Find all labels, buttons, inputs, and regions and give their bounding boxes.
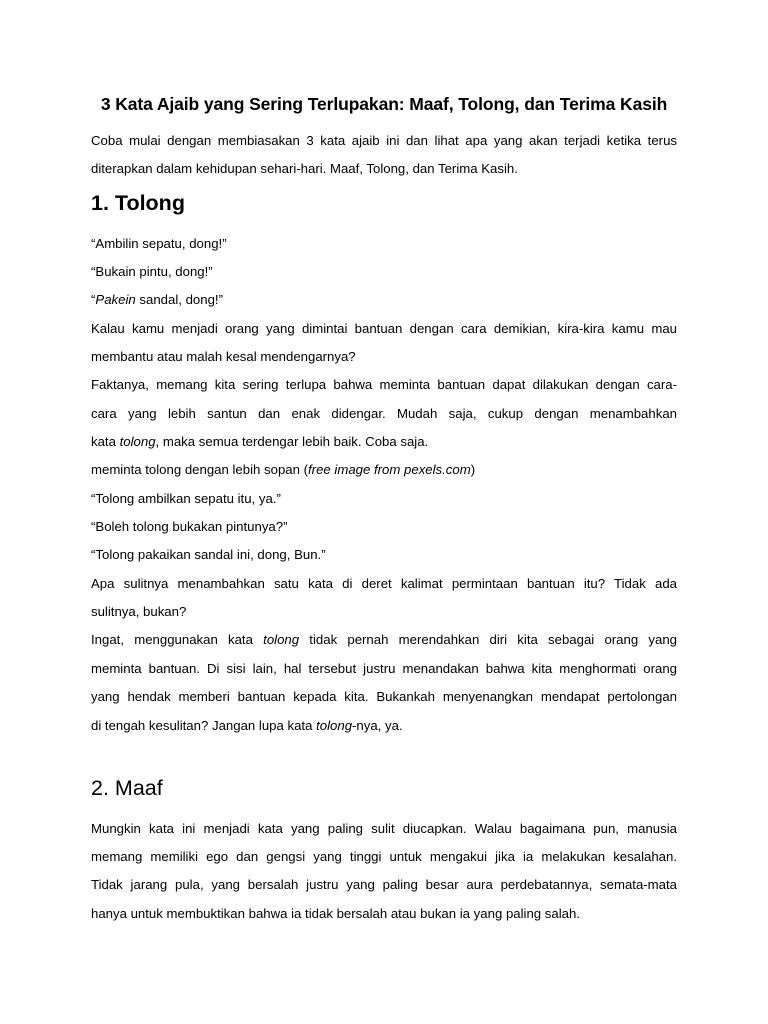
italic-word: Pakein bbox=[95, 292, 136, 307]
quote-line: “Tolong pakaikan sandal ini, dong, Bun.” bbox=[91, 547, 326, 562]
section-heading-tolong: 1. Tolong bbox=[91, 191, 185, 215]
paragraph-line: di tengah kesulitan? Jangan lupa kata tolong-nya, ya. bbox=[91, 718, 403, 733]
paragraph-line: membantu atau malah kesal mendengarnya? bbox=[91, 349, 356, 364]
paragraph-line: Kalau kamu menjadi orang yang dimintai bantuan dengan cara demikian, kira-kira kamu mau bbox=[91, 321, 677, 336]
paragraph-line: Faktanya, memang kita sering terlupa bahwa meminta bantuan dapat dilakukan dengan cara- bbox=[91, 377, 677, 392]
quote-line: “Ambilin sepatu, dong!” bbox=[91, 236, 227, 251]
paragraph-line: meminta bantuan. Di sisi lain, hal tersebut justru menandakan bahwa kita menghormati orang bbox=[91, 661, 677, 676]
quote-line: “Pakein sandal, dong!” bbox=[91, 292, 223, 307]
paragraph-line: yang hendak memberi bantuan kepada kita. Bukankah menyenangkan mendapat pertolongan bbox=[91, 689, 677, 704]
paragraph-line: cara yang lebih santun dan enak didengar. Mudah saja, cukup dengan menambahkan bbox=[91, 406, 677, 421]
italic-source: free image from pexels.com bbox=[308, 462, 471, 477]
paragraph-line: hanya untuk membuktikan bahwa ia tidak bersalah atau bukan ia yang paling salah. bbox=[91, 906, 580, 921]
italic-word: tolong bbox=[316, 718, 353, 733]
quote-line: “Tolong ambilkan sepatu itu, ya.” bbox=[91, 491, 281, 506]
paragraph-line: Mungkin kata ini menjadi kata yang paling sulit diucapkan. Walau bagaimana pun, manusia bbox=[91, 821, 677, 836]
quote-line: “Bukain pintu, dong!” bbox=[91, 264, 213, 279]
paragraph-line: Tidak jarang pula, yang bersalah justru yang paling besar aura perdebatannya, semata-mata bbox=[91, 877, 677, 892]
paragraph-line: sulitnya, bukan? bbox=[91, 604, 187, 619]
paragraph-line: Ingat, menggunakan kata tolong tidak pernah merendahkan diri kita sebagai orang yang bbox=[91, 632, 677, 647]
italic-word: tolong bbox=[119, 434, 156, 449]
paragraph-line: memang memiliki ego dan gengsi yang tinggi untuk mengakui jika ia melakukan kesalahan. bbox=[91, 849, 677, 864]
paragraph-line: kata tolong, maka semua terdengar lebih baik. Coba saja. bbox=[91, 434, 429, 449]
intro-line-2: diterapkan dalam kehidupan sehari-hari. Maaf, Tolong, dan Terima Kasih. bbox=[91, 161, 518, 176]
intro-line-1: Coba mulai dengan membiasakan 3 kata ajaib ini dan lihat apa yang akan terjadi ketika terus bbox=[91, 133, 677, 148]
section-heading-maaf: 2. Maaf bbox=[91, 776, 163, 800]
paragraph-line: Apa sulitnya menambahkan satu kata di deret kalimat permintaan bantuan itu? Tidak ada bbox=[91, 576, 677, 591]
document-title: 3 Kata Ajaib yang Sering Terlupakan: Maaf, Tolong, dan Terima Kasih bbox=[100, 94, 668, 114]
italic-word: tolong bbox=[263, 632, 300, 647]
quote-line: “Boleh tolong bukakan pintunya?” bbox=[91, 519, 288, 534]
image-caption: meminta tolong dengan lebih sopan (free image from pexels.com) bbox=[91, 462, 476, 477]
